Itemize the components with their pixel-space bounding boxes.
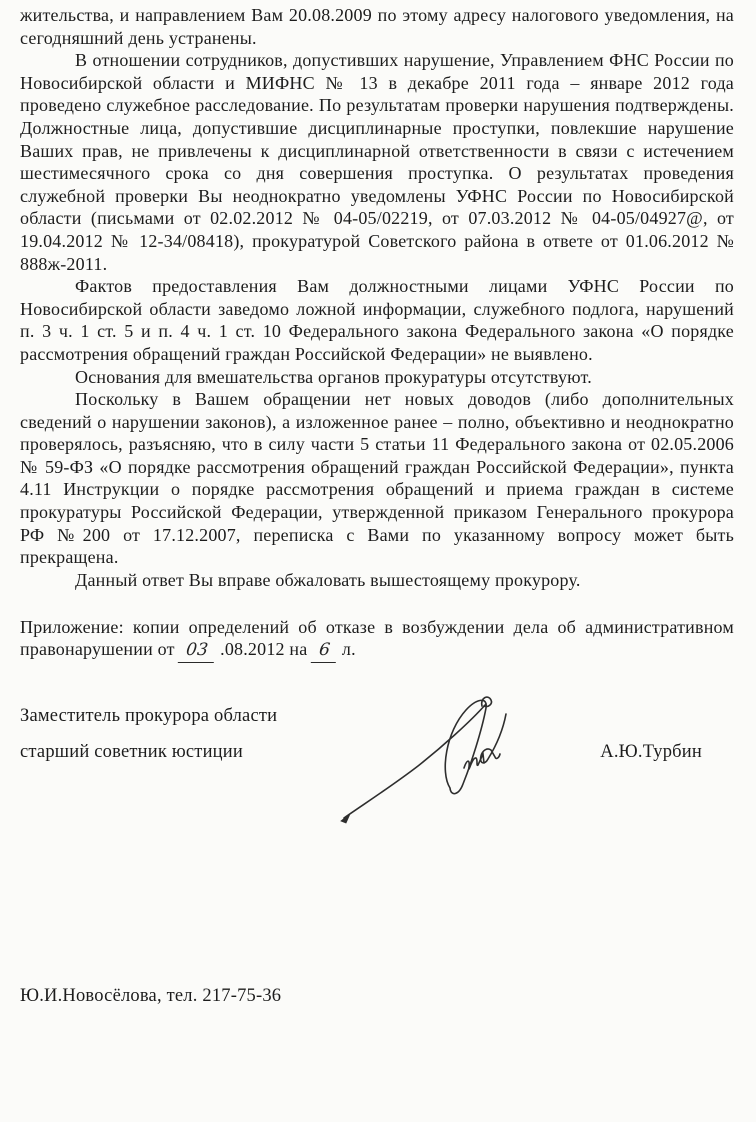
- signer-position-line1: Заместитель прокурора области: [20, 706, 278, 727]
- signer-position-line2: старший советник юстиции: [20, 742, 243, 763]
- attachment-text: .08.2012 на: [220, 638, 308, 659]
- executor-contact: Ю.И.Новосёлова, тел. 217-75-36: [20, 986, 282, 1006]
- signature-scribble-icon: [330, 692, 530, 832]
- body-paragraph: Данный ответ Вы вправе обжаловать вышестоящему прокурору.: [75, 569, 581, 590]
- attachment-text: л.: [341, 638, 356, 659]
- body-paragraph: жительства, и направлением Вам 20.08.2009 по этому адресу налогового уведомления, на сегодняшний день устранены.: [20, 5, 734, 48]
- body-paragraph: В отношении сотрудников, допустивших нарушение, Управлением ФНС России по Новосибирской области и МИФНС № 13 в декабре 2011 года – январе 2012 года проведено служебное расследование. По результатам проверки нарушения подтверждены. Должностные лица, допустившие дисциплинарные проступки, повлекшие нарушение Ваших прав, не привлечены к дисциплинарной ответственности в связи с истечением шестимесячного срока со дня совершения проступка. О результатах проведения служебной проверки Вы неоднократно уведомлены УФНС России по Новосибирской области (письмами от 02.02.2012 № 04-05/02219, от 07.03.2012 № 04-05/04927@, от 19.04.2012 № 12-34/08418), прокуратурой Советского района в ответе от 01.06.2012 № 888ж-2011.: [20, 50, 734, 274]
- attachment-line: [20, 617, 734, 662]
- body-paragraph: Фактов предоставления Вам должностными лицами УФНС России по Новосибирской области заведомо ложной информации, служебного подлога, нарушений п. 3 ч. 1 ст. 5 и п. 4 ч. 1 ст. 10 Федерального закона Федерального закона «О порядке рассмотрения обращений граждан Российской Федерации» не выявлено.: [20, 276, 734, 364]
- attachment-text: Приложение: копии определений об отказе в возбуждении дела об административном правонарушении от: [20, 617, 734, 659]
- handwritten-day: 03: [178, 640, 216, 663]
- handwritten-pages: 6: [311, 640, 338, 663]
- letter-body: [20, 4, 734, 591]
- body-paragraph: Поскольку в Вашем обращении нет новых доводов (либо дополнительных сведений о нарушении законов), а изложенное ранее – полно, объективно и неоднократно проверялось, разъясняю, что в силу части 5 статьи 11 Федерального закона от 02.05.2006 № 59-ФЗ «О порядке рассмотрения обращений граждан Российской Федерации», пункта 4.11 Инструкции о порядке рассмотрения обращений и приема граждан в системе прокуратуры Российской Федерации, утвержденной приказом Генерального прокурора РФ №200 от 17.12.2007, переписка с Вами по указанному вопросу может быть прекращена.: [20, 389, 734, 568]
- signer-name: А.Ю.Турбин: [600, 742, 702, 763]
- body-paragraph: Основания для вмешательства органов прокуратуры отсутствуют.: [75, 366, 592, 387]
